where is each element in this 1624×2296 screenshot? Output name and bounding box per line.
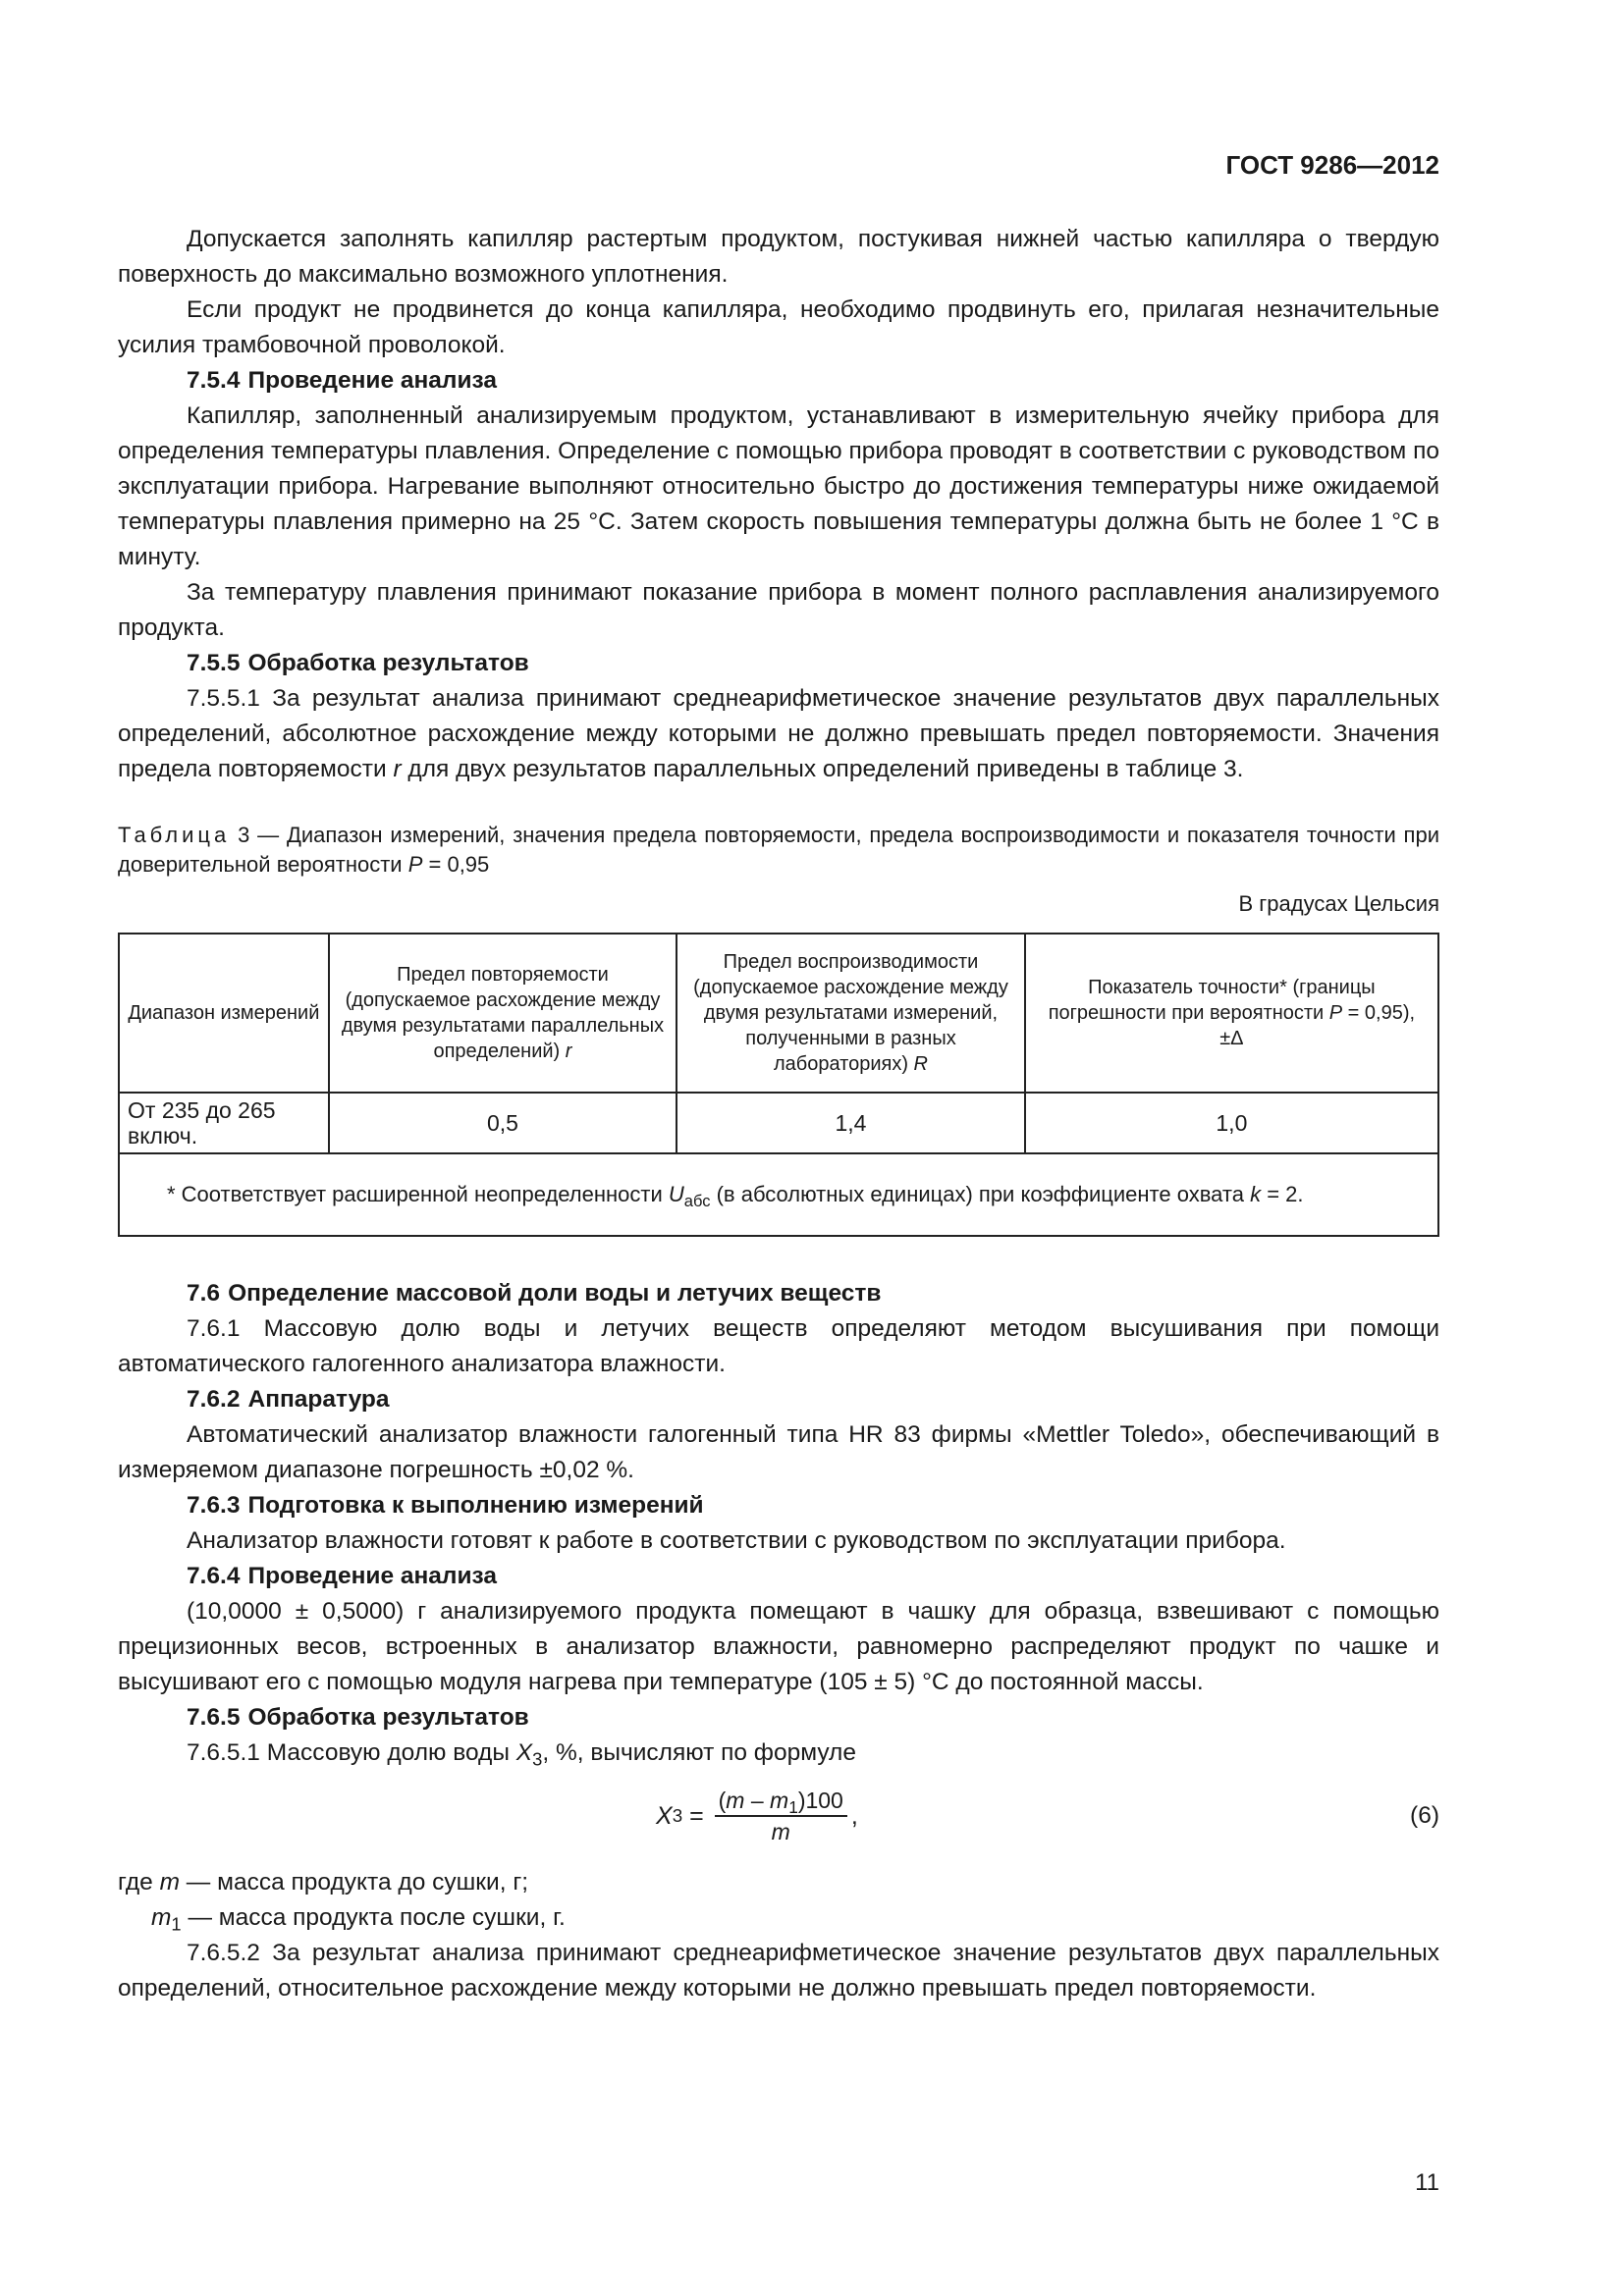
- text-run: где: [118, 1869, 160, 1896]
- paragraph-capillary-fill: Допускается заполнять капилляр растертым продуктом, постукивая нижней частью капилляра о твердую поверхность до максимально возможного уплотнения.: [118, 226, 1439, 288]
- header-text: Предел воспроизводимости (допускаемое расхождение между двумя результатами измерений, полученными в разных лабораториях): [693, 951, 1008, 1075]
- heading-number: 7.6.4: [187, 1563, 241, 1589]
- where-line-2: [118, 1900, 1439, 1936]
- footnote-text: (в абсолютных единицах) при коэффициенте охвата: [710, 1182, 1251, 1206]
- table-footnote-row: [119, 1153, 1438, 1236]
- symbol-u: U: [668, 1182, 684, 1206]
- subscript: 1: [171, 1913, 182, 1935]
- heading-number: 7.5.5: [187, 650, 241, 676]
- heading-7-5-4: [118, 363, 1439, 399]
- heading-number: 7.6.2: [187, 1386, 241, 1413]
- table-3-units: В градусах Цельсия: [1238, 891, 1439, 916]
- heading-title: Обработка результатов: [247, 650, 529, 676]
- cell-reproducibility: 1,4: [677, 1093, 1025, 1153]
- subscript: 3: [532, 1748, 543, 1770]
- fraction-denominator: m: [771, 1819, 790, 1844]
- header-text: = 0,95), ±Δ: [1219, 1002, 1416, 1049]
- paren-factor: )100: [797, 1788, 843, 1813]
- header-text: Предел повторяемости (допускаемое расхождение между двумя результатами параллельных определений): [341, 964, 665, 1062]
- paragraph-7-5-5-1: [118, 681, 1439, 787]
- equation-number: (6): [1410, 1802, 1439, 1829]
- heading-number: 7.6.5: [187, 1704, 241, 1731]
- cell-repeatability: 0,5: [329, 1093, 677, 1153]
- fraction-numerator: [715, 1786, 847, 1817]
- document-body: [118, 222, 1439, 2006]
- heading-7-6-4: [118, 1559, 1439, 1594]
- cell-accuracy: 1,0: [1025, 1093, 1438, 1153]
- table-label: Таблица: [118, 823, 231, 847]
- header-reproducibility: [677, 934, 1025, 1093]
- heading-number: 7.6: [187, 1280, 221, 1307]
- text-run: — масса продукта до сушки, г;: [180, 1869, 529, 1896]
- formula-6: [118, 1775, 1439, 1857]
- table-footnote: [119, 1153, 1438, 1236]
- paragraph-apparatus: Автоматический анализатор влажности галогенный типа HR 83 фирмы «Mettler Toledo», обеспечивающий в измеряемом диапазоне погрешность ±0,02 %.: [118, 1421, 1439, 1483]
- formula-equals: =: [682, 1802, 711, 1830]
- heading-7-6-3: [118, 1488, 1439, 1523]
- symbol-m: m: [726, 1788, 745, 1813]
- paragraph-preparation: Анализатор влажности готовят к работе в соответствии с руководством по эксплуатации прибора.: [187, 1527, 1286, 1554]
- symbol-m: m: [159, 1869, 180, 1896]
- heading-7-6-2: [118, 1382, 1439, 1417]
- symbol-m: m: [151, 1904, 172, 1931]
- text-run: 7.6.5.1 Массовую долю воды: [187, 1739, 516, 1766]
- symbol-r: r: [393, 756, 402, 782]
- footnote-text: = 2.: [1261, 1182, 1304, 1206]
- formula-expression: X 3 = $\frac{(m - m_1)100}{m}$ ,: [656, 1788, 858, 1844]
- heading-7-5-5: [118, 646, 1439, 681]
- page-number: 11: [1415, 2169, 1439, 2196]
- symbol-x: X: [515, 1739, 533, 1766]
- formula-fraction: [715, 1786, 847, 1846]
- heading-title: Аппаратура: [247, 1386, 390, 1413]
- symbol-p: P: [407, 852, 423, 877]
- heading-title: Подготовка к выполнению измерений: [247, 1492, 704, 1519]
- heading-number: 7.6.3: [187, 1492, 241, 1519]
- paragraph-capillary-push: Если продукт не продвинется до конца капилляра, необходимо продвинуть его, прилагая незначительные усилия трамбовочной проволокой.: [118, 296, 1439, 358]
- heading-7-6: [118, 1276, 1439, 1311]
- formula-comma: ,: [850, 1802, 858, 1830]
- text-run: — масса продукта после сушки, г.: [181, 1904, 566, 1931]
- header-repeatability: [329, 934, 677, 1093]
- header-text: Показатель точности* (границы погрешности при вероятности: [1048, 977, 1376, 1024]
- header-accuracy: [1025, 934, 1438, 1093]
- symbol-R: R: [913, 1053, 928, 1075]
- footnote-text: * Соответствует расширенной неопределенности: [167, 1182, 669, 1206]
- table-header-row: [119, 934, 1438, 1093]
- paragraph-7-6-5-1: [118, 1735, 1439, 1771]
- subscript: 1: [788, 1797, 798, 1818]
- symbol-m: m: [770, 1788, 789, 1813]
- paragraph-drying-procedure: (10,0000 ± 0,5000) г анализируемого продукта помещают в чашку для образца, взвешивают с помощью прецизионных весов, встроенных в анализатор влажности, равномерно распределяют продукт по чашке и высушивают его с помощью модуля нагрева при температуре (105 ± 5) °С до постоянной массы.: [118, 1598, 1439, 1695]
- heading-number: 7.5.4: [187, 367, 241, 394]
- table-row: [119, 1093, 1438, 1153]
- paragraph-7-6-1: 7.6.1 Массовую долю воды и летучих веществ определяют методом высушивания при помощи автоматического галогенного анализатора влажности.: [118, 1315, 1439, 1377]
- subscript: абс: [683, 1192, 711, 1210]
- paren: (: [718, 1788, 727, 1813]
- caption-text: 3 — Диапазон измерений, значения предела повторяемости, предела воспроизводимости и показателя точности при доверительной вероятности: [118, 823, 1439, 877]
- where-line-1: [118, 1865, 1439, 1900]
- text-run: 7.5.5.1 За результат анализа принимают среднеарифметическое значение результатов двух параллельных определений, абсолютное расхождение между которыми не должно превышать предел повторяемости. Значения предела повторяемости: [118, 685, 1439, 782]
- header-range: Диапазон измерений: [119, 934, 329, 1093]
- symbol-k: k: [1250, 1182, 1262, 1206]
- heading-title: Проведение анализа: [247, 1563, 498, 1589]
- cell-range: От 235 до 265 включ.: [119, 1093, 329, 1153]
- document-code-header: ГОСТ 9286—2012: [1225, 150, 1439, 180]
- formula-lhs: X: [656, 1802, 673, 1830]
- heading-7-6-5: [118, 1700, 1439, 1735]
- symbol-r: r: [565, 1041, 572, 1062]
- heading-title: Проведение анализа: [247, 367, 498, 394]
- text-run: для двух результатов параллельных определений приведены в таблице 3.: [401, 756, 1244, 782]
- heading-title: Определение массовой доли воды и летучих веществ: [228, 1280, 882, 1307]
- table-3-caption: [118, 821, 1439, 880]
- paragraph-analysis-procedure: Капилляр, заполненный анализируемым продуктом, устанавливают в измерительную ячейку прибора для определения температуры плавления. Определение с помощью прибора проводят в соответствии с руководством по эксплуатации прибора. Нагревание выполняют относительно быстро до достижения температуры ниже ожидаемой температуры плавления примерно на 25 °С. Затем скорость повышения температуры должна быть не более 1 °С в минуту.: [118, 402, 1439, 570]
- paragraph-melting-point: За температуру плавления принимают показание прибора в момент полного расплавления анализируемого продукта.: [118, 579, 1439, 641]
- symbol-p: P: [1328, 1002, 1343, 1024]
- paragraph-7-6-5-2: 7.6.5.2 За результат анализа принимают среднеарифметическое значение результатов двух параллельных определений, относительное расхождение между которыми не должно превышать предел повторяемости.: [118, 1940, 1439, 2002]
- heading-title: Обработка результатов: [247, 1704, 529, 1731]
- text-run: , %, вычисляют по формуле: [542, 1739, 856, 1766]
- table-3: [118, 933, 1439, 1237]
- caption-text: = 0,95: [422, 852, 490, 877]
- minus-sign: –: [744, 1788, 771, 1813]
